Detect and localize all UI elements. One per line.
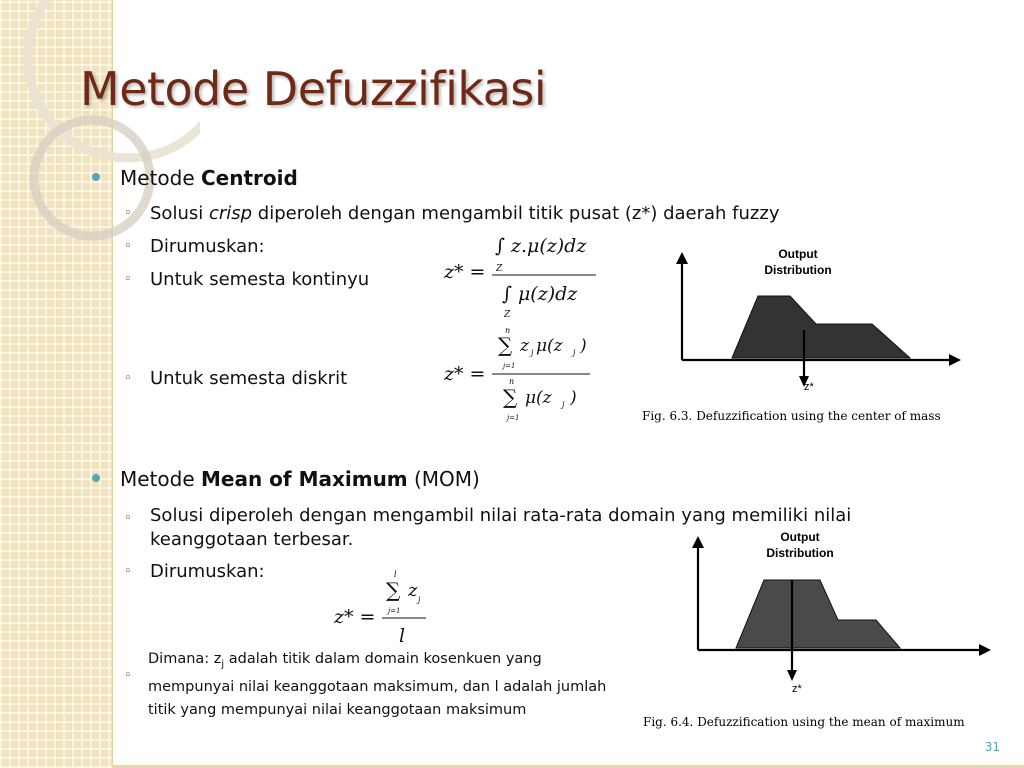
figure-caption: Fig. 6.3. Defuzzification using the center of mass xyxy=(642,409,941,423)
formula-lhs: z* = xyxy=(444,363,486,385)
subbullet-ring: ◦ xyxy=(124,272,132,287)
figure-caption: Fig. 6.4. Defuzzification using the mean of maximum xyxy=(643,715,965,729)
formula-denominator: l xyxy=(399,625,406,647)
subbullet-dimana xyxy=(124,648,607,722)
text-dimana-line1: adalah titik dalam domain kosenkuen yang xyxy=(224,651,542,667)
bullet-prefix: Metode xyxy=(120,166,201,190)
sum-upper-limit: n xyxy=(509,377,515,386)
subbullet-diskrit xyxy=(124,368,348,389)
method-abbreviation: (MOM) xyxy=(407,467,480,491)
slide-number: 31 xyxy=(984,740,1000,754)
text-solusi-rest: diperoleh dengan mengambil titik pusat (z*) daerah fuzzy xyxy=(252,203,780,224)
subbullet-kontinyu xyxy=(124,269,370,290)
text-solusi-line2: keanggotaan terbesar. xyxy=(150,529,354,550)
y-axis-arrowhead xyxy=(692,536,704,548)
figure-label-distribution: Distribution xyxy=(764,263,832,277)
text-dimana-subscript: j xyxy=(221,658,225,670)
bullet-centroid xyxy=(120,166,298,190)
method-name-mom: Mean of Maximum xyxy=(201,467,408,491)
formula-numerator-subscript: j xyxy=(418,595,421,604)
subbullet-ring: ◦ xyxy=(124,371,132,386)
formula-denominator-mu: μ(z xyxy=(525,388,552,408)
figure-axis-label-zstar: z* xyxy=(792,683,802,695)
formula-numerator-mu: μ(z xyxy=(536,336,563,356)
figure-label-output: Output xyxy=(780,530,820,544)
formula-lhs: z* = xyxy=(334,606,376,628)
text-diskrit: Untuk semesta diskrit xyxy=(150,368,348,389)
subbullet-dirumuskan-1 xyxy=(124,236,265,257)
formula-denominator-subscript: Z xyxy=(504,310,511,320)
formula-denominator-close: ) xyxy=(570,388,577,408)
text-crisp: crisp xyxy=(208,203,253,224)
text-solusi-line1: Solusi diperoleh dengan mengambil nilai rata-rata domain yang memiliki nilai xyxy=(150,505,852,526)
figure-label-output: Output xyxy=(778,247,818,261)
text-dirumuskan: Dirumuskan: xyxy=(150,561,265,582)
sum-symbol: ∑ xyxy=(386,578,401,602)
formula-denominator-subscript: j xyxy=(562,400,565,409)
formula-centroid-continuous xyxy=(440,230,610,324)
marker-arrowhead xyxy=(787,670,797,681)
figure-center-of-mass xyxy=(640,240,980,430)
formula-numerator-subscript: Z xyxy=(496,264,503,274)
subbullet-dirumuskan-2 xyxy=(124,561,265,582)
sum-lower-limit: j=1 xyxy=(388,607,401,615)
formula-numerator-close: ) xyxy=(580,336,587,356)
bullet-prefix: Metode xyxy=(120,467,201,491)
formula-mom xyxy=(330,566,440,652)
formula-denominator: ∫ μ(z)dz xyxy=(502,283,578,305)
sum-lower-limit: j=1 xyxy=(503,362,516,370)
subbullet-solusi-crisp xyxy=(124,203,780,224)
text-kontinyu: Untuk semesta kontinyu xyxy=(150,269,370,290)
output-distribution-shape xyxy=(732,296,910,358)
formula-lhs: z* = xyxy=(444,261,486,283)
sum-upper-limit: l xyxy=(394,570,397,579)
subbullet-ring: ◦ xyxy=(124,511,132,526)
text-dimana: Dimana: z xyxy=(148,651,222,667)
sum-symbol: ∑ xyxy=(503,385,518,409)
bullet-dot xyxy=(92,173,100,181)
figure-label-distribution: Distribution xyxy=(766,546,834,560)
sum-lower-limit: j=1 xyxy=(507,414,520,422)
formula-numerator-z: z xyxy=(408,580,418,601)
subbullet-ring: ◦ xyxy=(124,668,132,683)
text-dimana-line3: titik yang mempunyai nilai keanggotaan maksimum xyxy=(148,701,527,718)
x-axis-arrowhead xyxy=(979,644,991,656)
subbullet-ring: ◦ xyxy=(124,239,132,254)
sum-upper-limit: n xyxy=(505,326,511,335)
slide-title: Metode Defuzzifikasi xyxy=(80,62,547,116)
text-solusi: Solusi xyxy=(150,203,209,224)
bullet-mean-of-maximum xyxy=(120,467,480,491)
subbullet-ring: ◦ xyxy=(124,564,132,579)
method-name-centroid: Centroid xyxy=(201,166,298,190)
subbullet-ring: ◦ xyxy=(124,206,132,221)
sum-symbol: ∑ xyxy=(498,333,513,357)
figure-mean-of-maximum xyxy=(640,526,1010,736)
figure-axis-label-zstar: z* xyxy=(804,381,814,393)
bullet-dot xyxy=(92,474,100,482)
formula-numerator-z: z xyxy=(520,336,529,356)
formula-centroid-discrete xyxy=(440,324,610,428)
text-dimana-line2: mempunyai nilai keanggotaan maksimum, dan l adalah jumlah xyxy=(148,678,607,695)
output-distribution-shape xyxy=(736,580,900,648)
formula-numerator-subscript: j xyxy=(531,348,534,357)
formula-numerator: ∫ z.μ(z)dz xyxy=(495,235,587,257)
y-axis-arrowhead xyxy=(676,252,688,264)
formula-numerator-mu-subscript: j xyxy=(573,348,576,357)
x-axis-arrowhead xyxy=(949,354,961,366)
text-dirumuskan: Dirumuskan: xyxy=(150,236,265,257)
